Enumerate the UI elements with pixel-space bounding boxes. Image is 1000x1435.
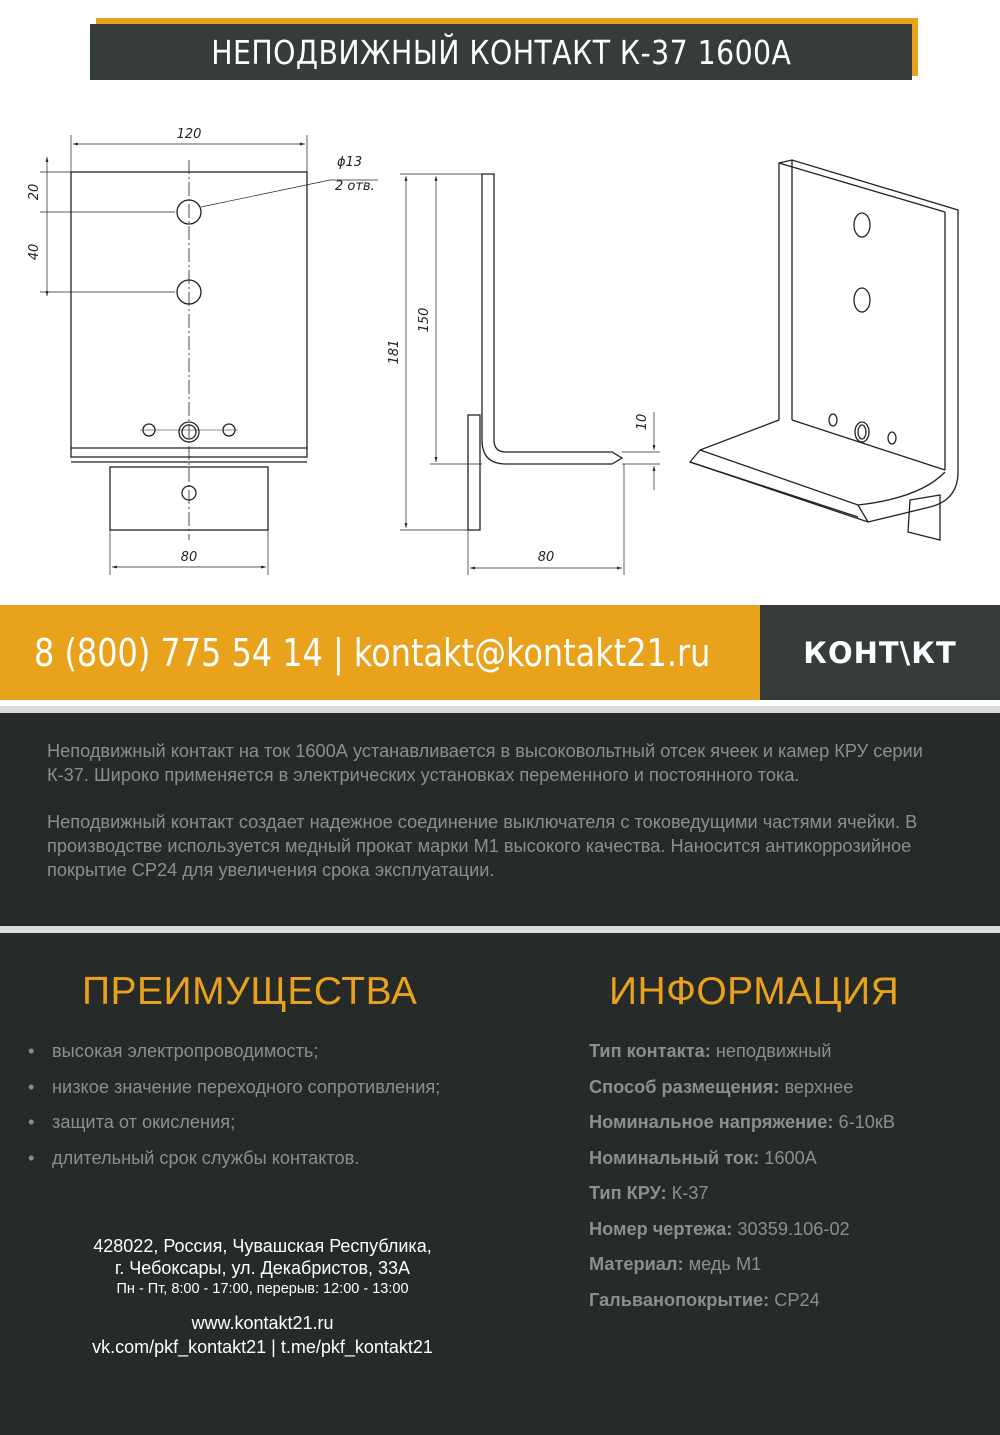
- page-title: НЕПОДВИЖНЫЙ КОНТАКТ К-37 1600А: [210, 32, 792, 72]
- separator-top: [0, 706, 1000, 713]
- dim-hole-diameter: ϕ13: [337, 155, 363, 170]
- dim-hole-count: 2 отв.: [335, 179, 375, 194]
- dim-10: 10: [635, 413, 650, 431]
- dim-80-front: 80: [180, 550, 198, 565]
- social-links[interactable]: vk.com/pkf_kontakt21 | t.me/pkf_kontakt21: [92, 1337, 433, 1357]
- info-row-placement: Способ размещения: верхнее: [589, 1076, 854, 1097]
- description-section: [0, 713, 1000, 926]
- dim-120: 120: [176, 127, 202, 142]
- address-block: [40, 1235, 485, 1279]
- dim-20: 20: [27, 183, 42, 201]
- list-item: • высокая электропроводимость;: [28, 1040, 440, 1062]
- title-bar: [90, 24, 912, 80]
- address-line-1: 428022, Россия, Чувашская Республика,: [93, 1236, 432, 1256]
- info-row-drawing-number: Номер чертежа: 30359.106-02: [589, 1218, 850, 1239]
- info-list: [589, 1040, 895, 1324]
- advantages-heading: ПРЕИМУЩЕСТВА: [82, 970, 418, 1013]
- iso-body: [690, 160, 958, 522]
- list-item: • низкое значение переходного сопротивления;: [28, 1076, 440, 1098]
- logo-box: [760, 605, 1000, 700]
- website-link[interactable]: www.kontakt21.ru: [191, 1313, 334, 1333]
- list-item: • длительный срок службы контактов.: [28, 1147, 440, 1169]
- working-hours: Пн - Пт, 8:00 - 17:00, перерыв: 12:00 - 13:00: [116, 1281, 409, 1297]
- list-item: • защита от окисления;: [28, 1111, 440, 1133]
- side-profile: [482, 174, 622, 464]
- company-logo: КОНТ\КТ: [803, 635, 957, 670]
- info-row-plating: Гальванопокрытие: СР24: [589, 1289, 820, 1310]
- dim-150: 150: [417, 307, 432, 333]
- info-row-contact-type: Тип контакта: неподвижный: [589, 1041, 832, 1061]
- dim-40: 40: [27, 243, 42, 261]
- description-paragraph-1: Неподвижный контакт на ток 1600А устанавливается в высоковольтный отсек ячеек и камер КРУ серии К-37. Широко применяется в электрических установках переменного и постоянного тока.: [47, 741, 923, 785]
- contact-line[interactable]: 8 (800) 775 54 14 | kontakt@kontakt21.ru: [34, 630, 711, 675]
- isometric-view: [690, 160, 958, 540]
- info-row-current: Номинальный ток: 1600А: [589, 1147, 817, 1168]
- contact-bar: [0, 605, 760, 700]
- separator-middle: [0, 926, 1000, 933]
- side-view: [400, 174, 660, 575]
- info-heading: ИНФОРМАЦИЯ: [609, 970, 900, 1013]
- dim-181: 181: [387, 339, 402, 365]
- info-row-kru-type: Тип КРУ: К-37: [589, 1183, 709, 1203]
- address-line-2: г. Чебоксары, ул. Декабристов, 33А: [114, 1258, 411, 1278]
- info-row-material: Материал: медь М1: [589, 1254, 762, 1274]
- info-row-voltage: Номинальное напряжение: 6-10кВ: [589, 1112, 895, 1132]
- dim-80-side: 80: [537, 550, 555, 565]
- technical-drawing: [0, 100, 1000, 600]
- front-view: [40, 135, 378, 575]
- description-paragraph-2: Неподвижный контакт создает надежное соединение выключателя с токоведущими частями ячейки. В производстве используется медный прокат марки М1 высокого качества. Наносится антикоррозийное покрытие СР24 для увеличения срока эксплуатации.: [47, 812, 918, 880]
- advantages-list: [28, 1040, 440, 1182]
